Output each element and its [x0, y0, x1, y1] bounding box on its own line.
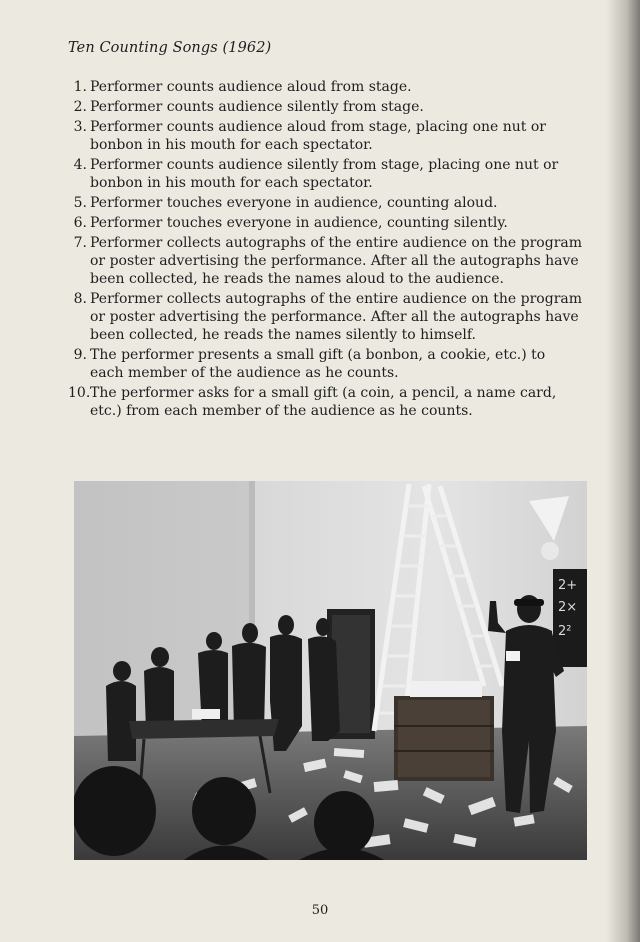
- instructions-list: [68, 78, 583, 422]
- list-item: [68, 214, 583, 232]
- list-item: [68, 346, 583, 382]
- list-item-number: 10.: [68, 385, 91, 401]
- page-title: Ten Counting Songs (1962): [68, 40, 272, 56]
- list-item-number: 4.: [73, 157, 87, 173]
- list-item-number: 9.: [73, 347, 87, 363]
- list-item-number: 5.: [73, 195, 87, 211]
- list-item: [68, 98, 583, 116]
- list-item: [68, 234, 583, 288]
- list-item: [68, 194, 583, 212]
- page-number: 50: [311, 903, 329, 918]
- list-item: [68, 78, 583, 96]
- list-item-number: 7.: [73, 235, 87, 251]
- blackboard-line-3: 2²: [558, 624, 572, 639]
- list-item-number: 6.: [73, 215, 87, 231]
- list-item-number: 2.: [73, 99, 87, 115]
- list-item-text: Performer collects autographs of the entire audience on the program or poster advertising the performance. After all the autographs have been collected, he reads the names aloud to the audience.: [90, 235, 583, 287]
- list-item: [68, 384, 583, 420]
- list-item-number: 1.: [73, 79, 87, 95]
- list-item-number: 8.: [73, 291, 87, 307]
- list-item-text: The performer asks for a small gift (a coin, a pencil, a name card, etc.) from each member of the audience as he counts.: [90, 385, 557, 419]
- list-item: [68, 156, 583, 192]
- list-item-text: Performer counts audience silently from stage.: [90, 99, 424, 115]
- list-item-text: Performer counts audience aloud from stage, placing one nut or bonbon in his mouth for each spectator.: [90, 119, 546, 153]
- list-item-text: Performer touches everyone in audience, counting silently.: [90, 215, 508, 231]
- page-gutter-shadow: [606, 0, 640, 942]
- blackboard-line-2: 2×: [558, 600, 578, 615]
- list-item-number: 3.: [73, 119, 87, 135]
- photo-illustration: [74, 481, 587, 860]
- list-item-text: Performer counts audience aloud from stage.: [90, 79, 412, 95]
- list-item-text: Performer counts audience silently from stage, placing one nut or bonbon in his mouth for each spectator.: [90, 157, 559, 191]
- list-item: [68, 118, 583, 154]
- list-item-text: Performer collects autographs of the entire audience on the program or poster advertising the performance. After all the autographs have been collected, he reads the names silently to himself.: [90, 291, 583, 343]
- list-item-text: The performer presents a small gift (a bonbon, a cookie, etc.) to each member of the audience as he counts.: [90, 347, 546, 381]
- performance-photo: [74, 481, 587, 860]
- blackboard-line-1: 2+: [558, 578, 578, 593]
- list-item: [68, 290, 583, 344]
- list-item-text: Performer touches everyone in audience, counting aloud.: [90, 195, 498, 211]
